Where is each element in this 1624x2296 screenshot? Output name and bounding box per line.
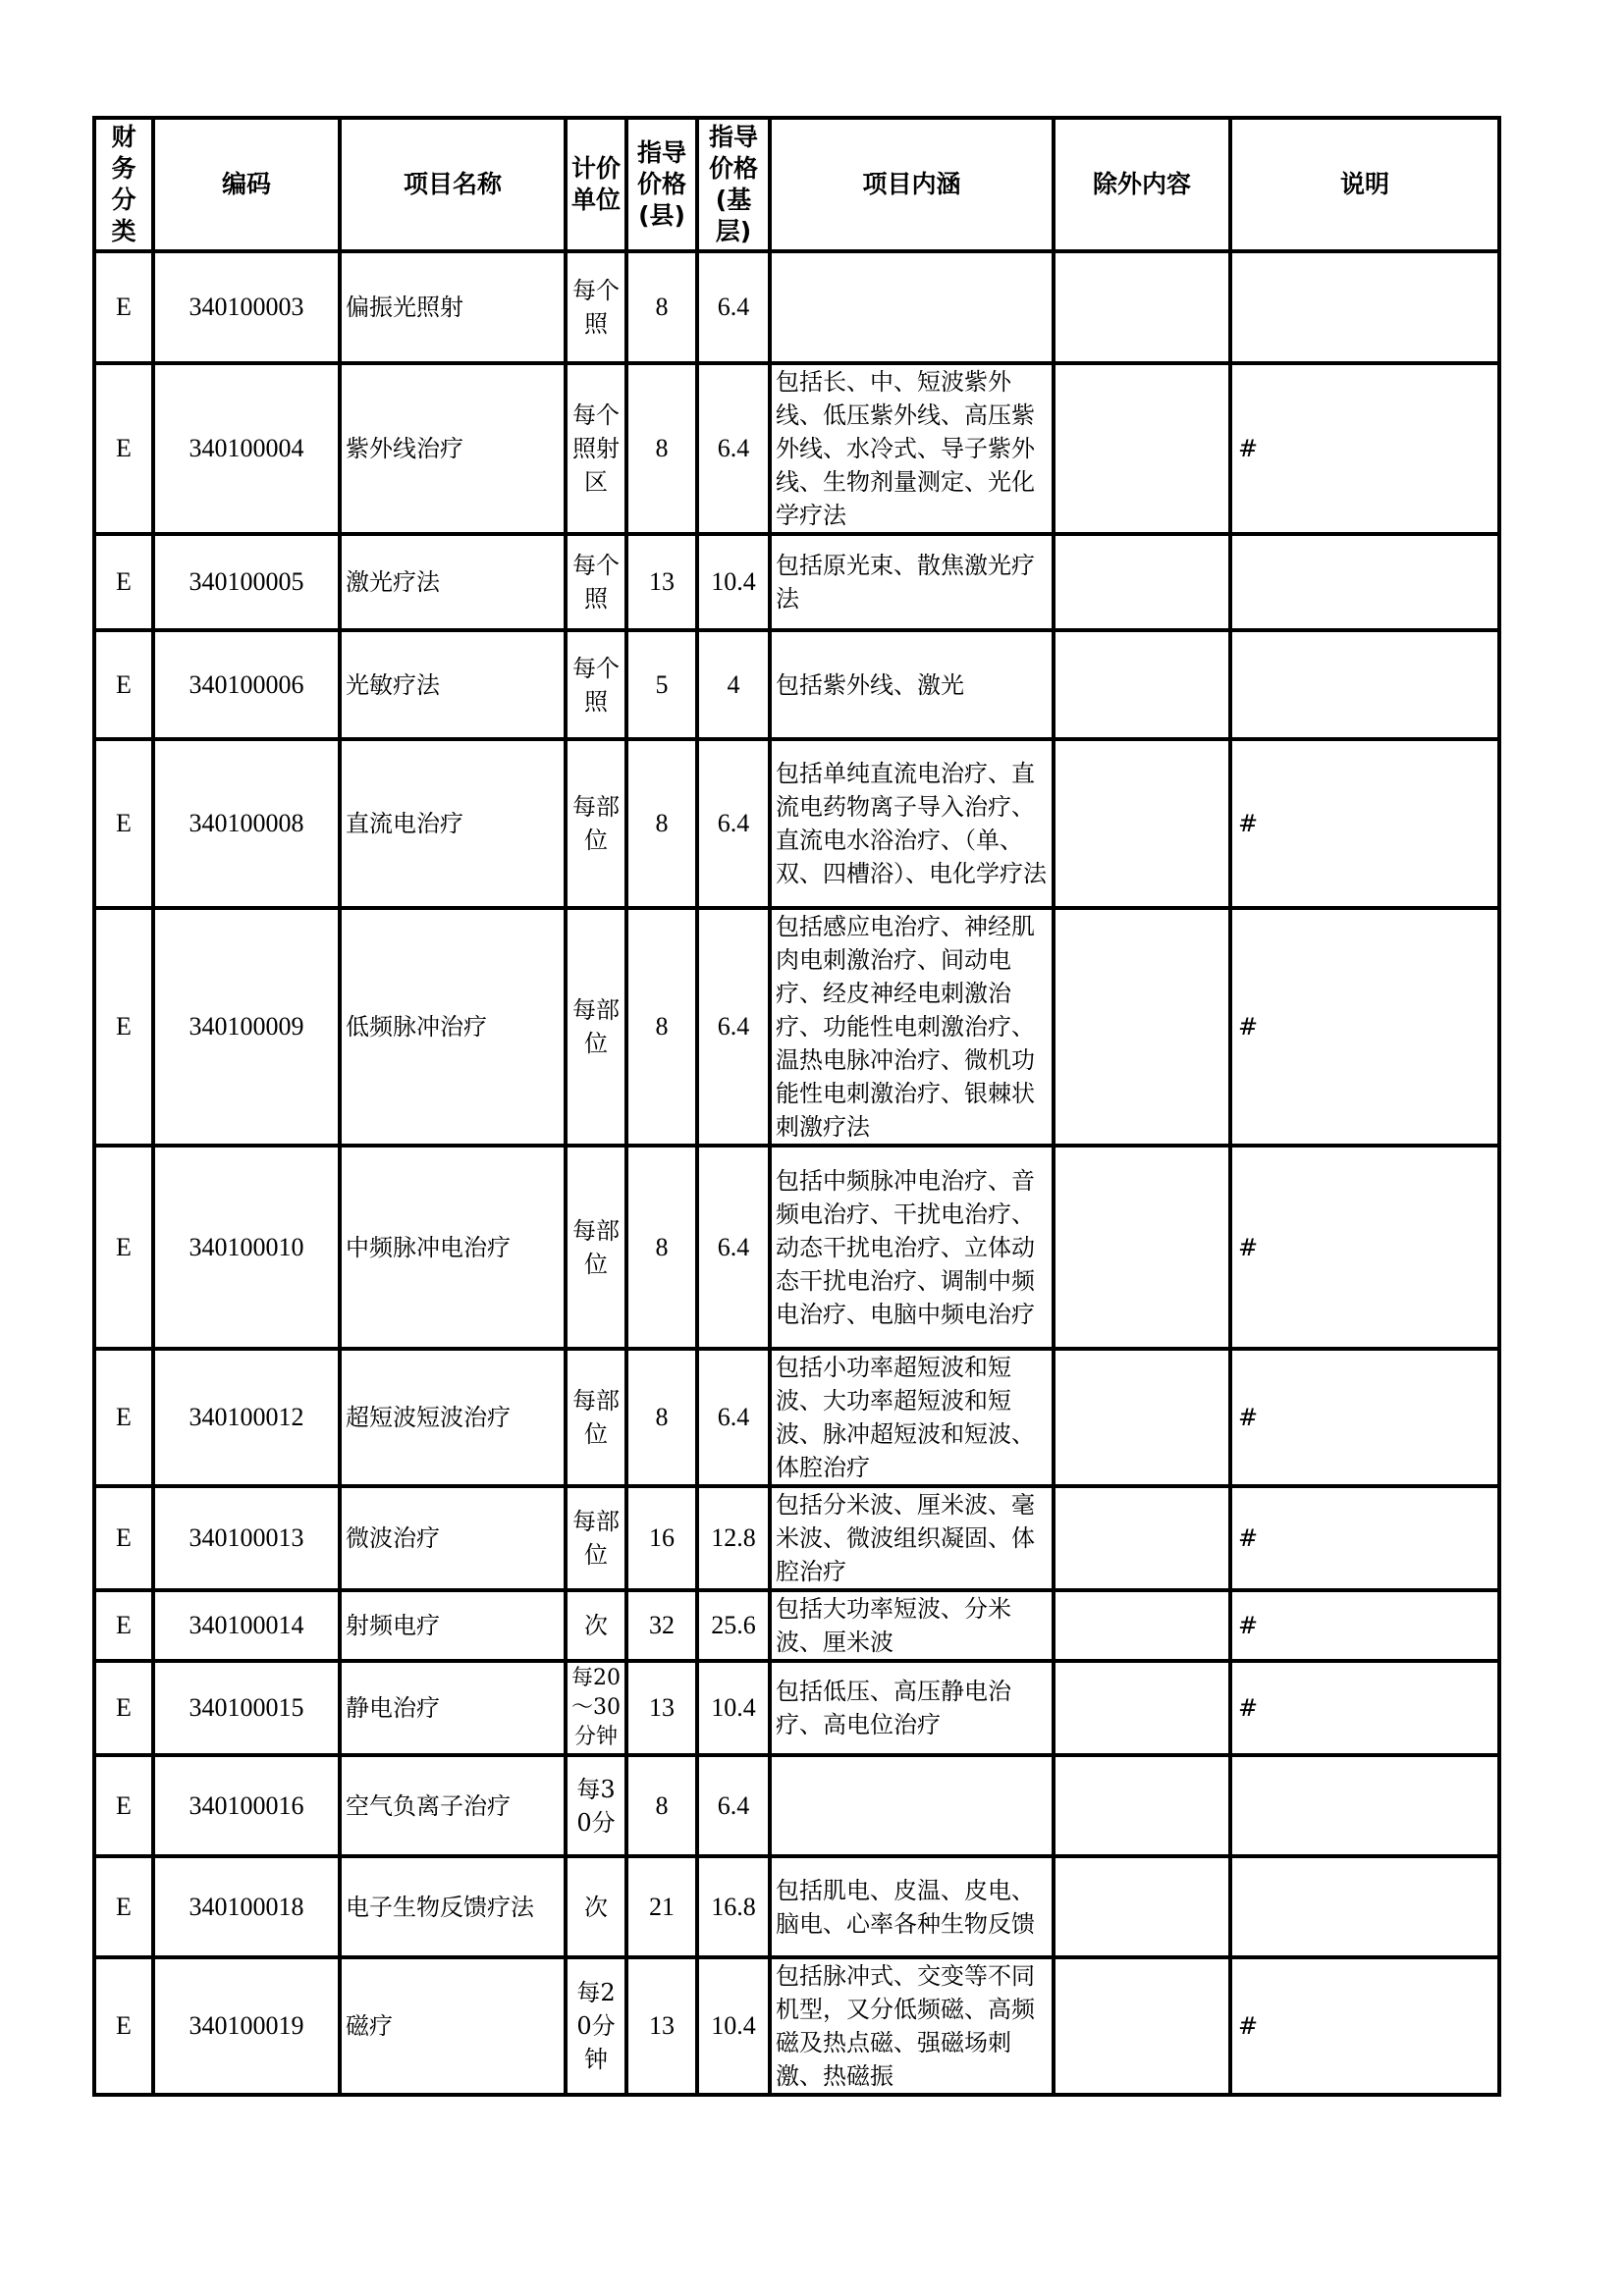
header-unit: 计价单位 (566, 118, 626, 251)
cell-notes: # (1230, 1590, 1499, 1661)
cell-unit: 次 (566, 1856, 626, 1957)
cell-category: E (94, 1590, 153, 1661)
cell-name: 紫外线治疗 (340, 363, 566, 534)
cell-content: 包括大功率短波、分米波、厘米波 (770, 1590, 1054, 1661)
table-row (94, 251, 1499, 363)
cell-category: E (94, 534, 153, 630)
cell-price-basic: 10.4 (697, 1661, 770, 1755)
cell-content (770, 1755, 1054, 1856)
cell-unit: 每部位 (566, 739, 626, 908)
cell-unit: 每部位 (566, 1349, 626, 1486)
cell-price-county: 8 (626, 739, 697, 908)
cell-unit: 每部位 (566, 1486, 626, 1590)
cell-code: 340100018 (153, 1856, 340, 1957)
table-row (94, 739, 1499, 908)
cell-code: 340100008 (153, 739, 340, 908)
cell-name: 射频电疗 (340, 1590, 566, 1661)
cell-notes (1230, 1856, 1499, 1957)
cell-category: E (94, 1349, 153, 1486)
header-notes: 说明 (1230, 118, 1499, 251)
cell-exclusions (1054, 1661, 1230, 1755)
cell-name: 直流电治疗 (340, 739, 566, 908)
cell-name: 静电治疗 (340, 1661, 566, 1755)
cell-category: E (94, 1661, 153, 1755)
table-row (94, 1856, 1499, 1957)
cell-code: 340100019 (153, 1957, 340, 2095)
cell-price-basic: 6.4 (697, 363, 770, 534)
cell-notes: # (1230, 1661, 1499, 1755)
header-price-county: 指导价格(县) (626, 118, 697, 251)
table-row (94, 1146, 1499, 1349)
cell-category: E (94, 1486, 153, 1590)
cell-notes: # (1230, 908, 1499, 1146)
cell-name: 空气负离子治疗 (340, 1755, 566, 1856)
table-row (94, 534, 1499, 630)
cell-price-basic: 6.4 (697, 739, 770, 908)
header-price-basic: 指导价格(基层) (697, 118, 770, 251)
cell-exclusions (1054, 1590, 1230, 1661)
cell-price-basic: 6.4 (697, 1755, 770, 1856)
cell-content: 包括脉冲式、交变等不同机型，又分低频磁、高频磁及热点磁、强磁场刺激、热磁振 (770, 1957, 1054, 2095)
cell-name: 微波治疗 (340, 1486, 566, 1590)
cell-exclusions (1054, 534, 1230, 630)
cell-price-county: 13 (626, 534, 697, 630)
cell-unit: 每部位 (566, 1146, 626, 1349)
cell-name: 激光疗法 (340, 534, 566, 630)
cell-notes: # (1230, 1957, 1499, 2095)
cell-exclusions (1054, 1856, 1230, 1957)
cell-category: E (94, 1755, 153, 1856)
cell-price-county: 8 (626, 1755, 697, 1856)
table-row (94, 630, 1499, 739)
cell-name: 磁疗 (340, 1957, 566, 2095)
header-category: 财务分类 (94, 118, 153, 251)
header-content: 项目内涵 (770, 118, 1054, 251)
price-table-container (92, 116, 1501, 2097)
cell-content: 包括小功率超短波和短波、大功率超短波和短波、脉冲超短波和短波、体腔治疗 (770, 1349, 1054, 1486)
header-row (94, 118, 1499, 251)
cell-price-county: 8 (626, 363, 697, 534)
cell-unit: 每个照 (566, 630, 626, 739)
cell-price-basic: 10.4 (697, 1957, 770, 2095)
cell-price-county: 13 (626, 1957, 697, 2095)
cell-notes (1230, 251, 1499, 363)
cell-name: 电子生物反馈疗法 (340, 1856, 566, 1957)
cell-notes: # (1230, 1349, 1499, 1486)
cell-name: 中频脉冲电治疗 (340, 1146, 566, 1349)
cell-price-county: 8 (626, 1146, 697, 1349)
cell-exclusions (1054, 251, 1230, 363)
header-code: 编码 (153, 118, 340, 251)
cell-category: E (94, 908, 153, 1146)
cell-code: 340100009 (153, 908, 340, 1146)
cell-exclusions (1054, 1146, 1230, 1349)
cell-price-county: 21 (626, 1856, 697, 1957)
cell-category: E (94, 251, 153, 363)
cell-notes: # (1230, 1146, 1499, 1349)
cell-unit: 每个照 (566, 251, 626, 363)
cell-price-county: 8 (626, 908, 697, 1146)
cell-price-county: 8 (626, 1349, 697, 1486)
cell-code: 340100005 (153, 534, 340, 630)
cell-notes (1230, 630, 1499, 739)
cell-content: 包括长、中、短波紫外线、低压紫外线、高压紫外线、水冷式、导子紫外线、生物剂量测定、光化学疗法 (770, 363, 1054, 534)
cell-category: E (94, 1957, 153, 2095)
cell-exclusions (1054, 1755, 1230, 1856)
table-row (94, 1349, 1499, 1486)
cell-price-basic: 25.6 (697, 1590, 770, 1661)
cell-price-county: 13 (626, 1661, 697, 1755)
cell-notes: # (1230, 739, 1499, 908)
cell-code: 340100003 (153, 251, 340, 363)
cell-price-county: 32 (626, 1590, 697, 1661)
cell-name: 低频脉冲治疗 (340, 908, 566, 1146)
cell-content: 包括原光束、散焦激光疗法 (770, 534, 1054, 630)
medical-service-price-table (92, 116, 1501, 2097)
cell-category: E (94, 1856, 153, 1957)
cell-code: 340100016 (153, 1755, 340, 1856)
cell-notes (1230, 1755, 1499, 1856)
cell-content (770, 251, 1054, 363)
cell-unit: 每20～30分钟 (566, 1661, 626, 1755)
cell-price-basic: 6.4 (697, 1146, 770, 1349)
cell-code: 340100015 (153, 1661, 340, 1755)
cell-unit: 每30分 (566, 1755, 626, 1856)
cell-code: 340100010 (153, 1146, 340, 1349)
table-row (94, 1590, 1499, 1661)
cell-code: 340100014 (153, 1590, 340, 1661)
table-row (94, 1486, 1499, 1590)
cell-price-basic: 10.4 (697, 534, 770, 630)
cell-notes: # (1230, 363, 1499, 534)
cell-category: E (94, 1146, 153, 1349)
cell-exclusions (1054, 630, 1230, 739)
table-row (94, 363, 1499, 534)
table-row (94, 908, 1499, 1146)
table-row (94, 1957, 1499, 2095)
table-body (94, 251, 1499, 2095)
cell-unit: 次 (566, 1590, 626, 1661)
cell-content: 包括感应电治疗、神经肌肉电刺激治疗、间动电疗、经皮神经电刺激治疗、功能性电刺激治疗、温热电脉冲治疗、微机功能性电刺激治疗、银棘状刺激疗法 (770, 908, 1054, 1146)
cell-exclusions (1054, 908, 1230, 1146)
cell-price-county: 5 (626, 630, 697, 739)
cell-price-county: 16 (626, 1486, 697, 1590)
cell-price-basic: 6.4 (697, 908, 770, 1146)
cell-name: 光敏疗法 (340, 630, 566, 739)
cell-price-basic: 6.4 (697, 1349, 770, 1486)
cell-price-basic: 4 (697, 630, 770, 739)
cell-notes: # (1230, 1486, 1499, 1590)
cell-content: 包括中频脉冲电治疗、音频电治疗、干扰电治疗、动态干扰电治疗、立体动态干扰电治疗、调制中频电治疗、电脑中频电治疗 (770, 1146, 1054, 1349)
cell-price-basic: 16.8 (697, 1856, 770, 1957)
cell-code: 340100004 (153, 363, 340, 534)
cell-exclusions (1054, 363, 1230, 534)
cell-price-basic: 6.4 (697, 251, 770, 363)
header-exclusions: 除外内容 (1054, 118, 1230, 251)
cell-content: 包括单纯直流电治疗、直流电药物离子导入治疗、直流电水浴治疗、（单、双、四槽浴）、电化学疗法 (770, 739, 1054, 908)
cell-content: 包括分米波、厘米波、毫米波、微波组织凝固、体腔治疗 (770, 1486, 1054, 1590)
cell-price-county: 8 (626, 251, 697, 363)
table-row (94, 1661, 1499, 1755)
cell-category: E (94, 739, 153, 908)
cell-exclusions (1054, 739, 1230, 908)
cell-category: E (94, 363, 153, 534)
cell-name: 偏振光照射 (340, 251, 566, 363)
cell-unit: 每部位 (566, 908, 626, 1146)
cell-category: E (94, 630, 153, 739)
cell-code: 340100012 (153, 1349, 340, 1486)
cell-code: 340100013 (153, 1486, 340, 1590)
header-name: 项目名称 (340, 118, 566, 251)
table-row (94, 1755, 1499, 1856)
cell-exclusions (1054, 1486, 1230, 1590)
cell-exclusions (1054, 1957, 1230, 2095)
cell-notes (1230, 534, 1499, 630)
cell-exclusions (1054, 1349, 1230, 1486)
cell-unit: 每20分钟 (566, 1957, 626, 2095)
cell-content: 包括低压、高压静电治疗、高电位治疗 (770, 1661, 1054, 1755)
cell-content: 包括肌电、皮温、皮电、脑电、心率各种生物反馈 (770, 1856, 1054, 1957)
cell-code: 340100006 (153, 630, 340, 739)
cell-name: 超短波短波治疗 (340, 1349, 566, 1486)
cell-price-basic: 12.8 (697, 1486, 770, 1590)
cell-content: 包括紫外线、激光 (770, 630, 1054, 739)
cell-unit: 每个照射区 (566, 363, 626, 534)
cell-unit: 每个照 (566, 534, 626, 630)
